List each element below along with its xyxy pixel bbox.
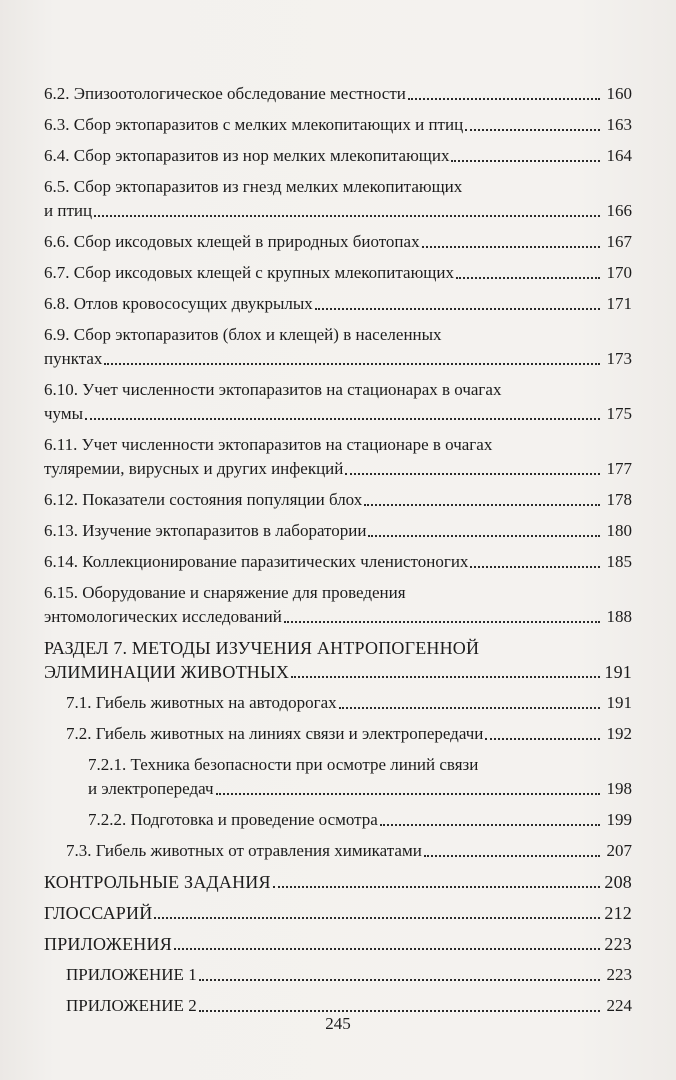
dot-leader xyxy=(422,246,600,248)
toc-page-number: 188 xyxy=(606,607,632,626)
dot-leader xyxy=(174,948,600,950)
toc-entry xyxy=(44,82,632,106)
toc-entry xyxy=(44,932,632,956)
toc-page-number: 173 xyxy=(606,349,632,368)
dot-leader xyxy=(465,129,600,131)
toc-page-number: 224 xyxy=(606,996,632,1015)
toc-entry xyxy=(44,519,632,543)
dot-leader xyxy=(368,535,600,537)
toc-entry-title: КОНТРОЛЬНЫЕ ЗАДАНИЯ xyxy=(44,872,271,892)
toc-entry xyxy=(44,870,632,894)
toc-entry-title: ПРИЛОЖЕНИЕ 1 xyxy=(66,965,197,984)
toc-entry-title: 6.12. Показатели состояния популяции блох xyxy=(44,490,363,509)
toc-page-number: 163 xyxy=(606,115,632,134)
toc-entry xyxy=(44,433,632,481)
toc-entry-title-line: 6.5. Сбор эктопаразитов из гнезд мелких млекопитающих xyxy=(44,177,463,196)
dot-leader xyxy=(408,98,600,100)
toc-entry-title: 6.3. Сбор эктопаразитов с мелких млекопитающих и птиц xyxy=(44,115,464,134)
toc-entry xyxy=(44,292,632,316)
toc-page-number: 223 xyxy=(604,934,632,954)
page-number: 245 xyxy=(325,1014,351,1033)
toc-entry-title: туляремии, вирусных и других инфекций xyxy=(44,459,344,478)
toc-entry xyxy=(44,808,632,832)
toc-entry-title: ПРИЛОЖЕНИЯ xyxy=(44,934,172,954)
toc-entry-title: и электропередач xyxy=(88,779,214,798)
toc-entry-title: 6.8. Отлов кровососущих двукрылых xyxy=(44,294,313,313)
toc-page-number: 198 xyxy=(606,779,632,798)
toc-page-number: 223 xyxy=(606,965,632,984)
dot-leader xyxy=(291,676,600,678)
toc-page-number: 208 xyxy=(604,872,632,892)
toc-entry xyxy=(44,581,632,629)
toc-entry xyxy=(44,488,632,512)
toc-page-number: 170 xyxy=(606,263,632,282)
toc-entry-title: ПРИЛОЖЕНИЕ 2 xyxy=(66,996,197,1015)
toc-entry xyxy=(44,144,632,168)
toc-entry xyxy=(44,901,632,925)
toc-page-number: 171 xyxy=(606,294,632,313)
toc-entry-title-line: 6.11. Учет численности эктопаразитов на стационаре в очагах xyxy=(44,435,493,454)
toc-entry-title: 6.7. Сбор иксодовых клещей с крупных млекопитающих xyxy=(44,263,454,282)
toc-page-number: 175 xyxy=(606,404,632,423)
dot-leader xyxy=(339,707,600,709)
toc-entry xyxy=(44,722,632,746)
toc-entry xyxy=(44,753,632,801)
toc-entry-title-line: 7.2.1. Техника безопасности при осмотре линий связи xyxy=(88,755,479,774)
toc-entry xyxy=(44,230,632,254)
toc-entry xyxy=(44,550,632,574)
toc-entry-title: 7.2. Гибель животных на линиях связи и электропередачи xyxy=(66,724,484,743)
toc-entry-title: пунктах xyxy=(44,349,103,368)
toc-entry-title: 6.4. Сбор эктопаразитов из нор мелких млекопитающих xyxy=(44,146,450,165)
toc-page-number: 178 xyxy=(606,490,632,509)
toc-entry-title: 6.6. Сбор иксодовых клещей в природных биотопах xyxy=(44,232,420,251)
toc-entry-title: 6.13. Изучение эктопаразитов в лаборатории xyxy=(44,521,367,540)
toc-entry-title: 6.14. Коллекционирование паразитических членистоногих xyxy=(44,552,469,571)
toc-page-number: 166 xyxy=(606,201,632,220)
toc-page-number: 191 xyxy=(606,693,632,712)
toc-page-number: 180 xyxy=(606,521,632,540)
dot-leader xyxy=(154,917,600,919)
toc-entry-title-line: 6.15. Оборудование и снаряжение для проведения xyxy=(44,583,406,602)
dot-leader xyxy=(199,1010,600,1012)
toc-entry-title: и птиц xyxy=(44,201,93,220)
dot-leader xyxy=(315,308,600,310)
toc-page-number: 160 xyxy=(606,84,632,103)
toc-entry-title: чумы xyxy=(44,404,84,423)
toc-entry-title-line: РАЗДЕЛ 7. МЕТОДЫ ИЗУЧЕНИЯ АНТРОПОГЕННОЙ xyxy=(44,638,480,658)
dot-leader xyxy=(199,979,600,981)
toc-page-number: 207 xyxy=(606,841,632,860)
dot-leader xyxy=(456,277,600,279)
toc-entry-title: 7.3. Гибель животных от отравления химикатами xyxy=(66,841,422,860)
toc-page-number: 212 xyxy=(604,903,632,923)
toc-page-number: 185 xyxy=(606,552,632,571)
dot-leader xyxy=(380,824,600,826)
dot-leader xyxy=(104,363,600,365)
dot-leader xyxy=(485,738,600,740)
toc-entry xyxy=(44,261,632,285)
toc-page-number: 192 xyxy=(606,724,632,743)
dot-leader xyxy=(424,855,600,857)
toc-entry-title: ГЛОССАРИЙ xyxy=(44,903,153,923)
toc-entry-title: 7.2.2. Подготовка и проведение осмотра xyxy=(88,810,378,829)
toc-entry-title: ЭЛИМИНАЦИИ ЖИВОТНЫХ xyxy=(44,662,290,682)
toc-page-number: 199 xyxy=(606,810,632,829)
toc-entry xyxy=(44,113,632,137)
toc-entry-title-line: 6.9. Сбор эктопаразитов (блох и клещей) в населенных xyxy=(44,325,442,344)
dot-leader xyxy=(216,793,600,795)
toc-page-number: 164 xyxy=(606,146,632,165)
toc-page-number: 191 xyxy=(604,662,632,682)
dot-leader xyxy=(284,621,600,623)
dot-leader xyxy=(451,160,600,162)
dot-leader xyxy=(94,215,600,217)
dot-leader xyxy=(273,886,600,888)
dot-leader xyxy=(85,418,600,420)
toc-page-number: 177 xyxy=(606,459,632,478)
toc-entry xyxy=(44,323,632,371)
dot-leader xyxy=(470,566,600,568)
toc-entry-title: 6.2. Эпизоотологическое обследование местности xyxy=(44,84,406,103)
toc-entry-title: 7.1. Гибель животных на автодорогах xyxy=(66,693,337,712)
toc-entry xyxy=(44,691,632,715)
table-of-contents xyxy=(44,82,632,1025)
toc-entry xyxy=(44,636,632,684)
dot-leader xyxy=(364,504,600,506)
toc-entry xyxy=(44,175,632,223)
toc-entry-title-line: 6.10. Учет численности эктопаразитов на стационарах в очагах xyxy=(44,380,502,399)
toc-entry-title: энтомологических исследований xyxy=(44,607,282,626)
toc-entry xyxy=(44,378,632,426)
toc-page-number: 167 xyxy=(606,232,632,251)
toc-entry xyxy=(44,839,632,863)
dot-leader xyxy=(345,473,600,475)
toc-entry xyxy=(44,963,632,987)
